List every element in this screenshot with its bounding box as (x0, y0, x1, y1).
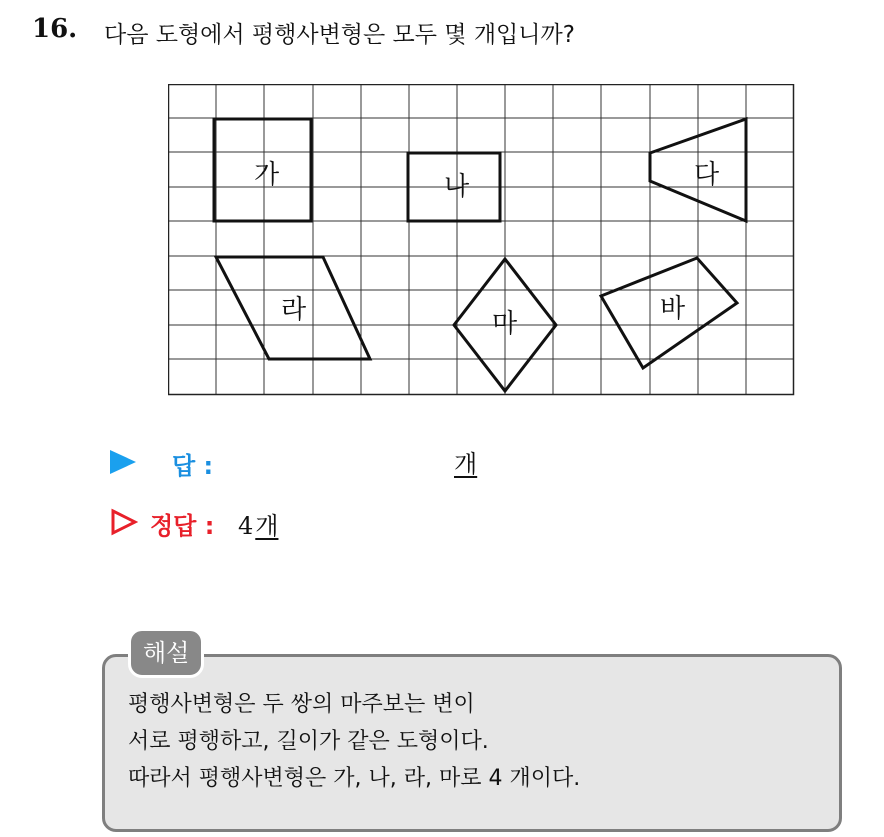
label-na: 나 (444, 172, 470, 202)
answer-unit: 개 (454, 450, 478, 478)
correct-unit: 개 (255, 512, 279, 540)
explanation-text (128, 686, 580, 797)
explanation-line: 따라서 평행사변형은 가, 나, 라, 마로 4 개이다. (128, 766, 581, 791)
question-text: 다음 도형에서 평행사변형은 모두 몇 개입니까? (104, 22, 575, 48)
answer-label: 답 : (172, 452, 214, 480)
outline-arrow-icon (110, 508, 138, 536)
label-ma: 마 (492, 309, 518, 339)
label-ra: 라 (281, 295, 307, 325)
correct-answer-row (110, 506, 570, 540)
label-ga: 가 (254, 160, 280, 190)
question-number: 16. (32, 14, 78, 44)
label-ba: 바 (660, 294, 686, 324)
correct-number: 4 (238, 512, 254, 540)
explanation-line: 평행사변형은 두 쌍의 마주보는 변이 (128, 692, 475, 717)
correct-label: 정답 : (150, 512, 215, 540)
explanation-tab: 해설 (128, 628, 204, 678)
explanation-line: 서로 평행하고, 길이가 같은 도형이다. (128, 729, 489, 754)
correct-value (238, 506, 278, 541)
play-arrow-icon (110, 450, 136, 474)
grid-figure (168, 84, 796, 396)
label-da: 다 (694, 160, 720, 190)
answer-row (110, 446, 570, 480)
